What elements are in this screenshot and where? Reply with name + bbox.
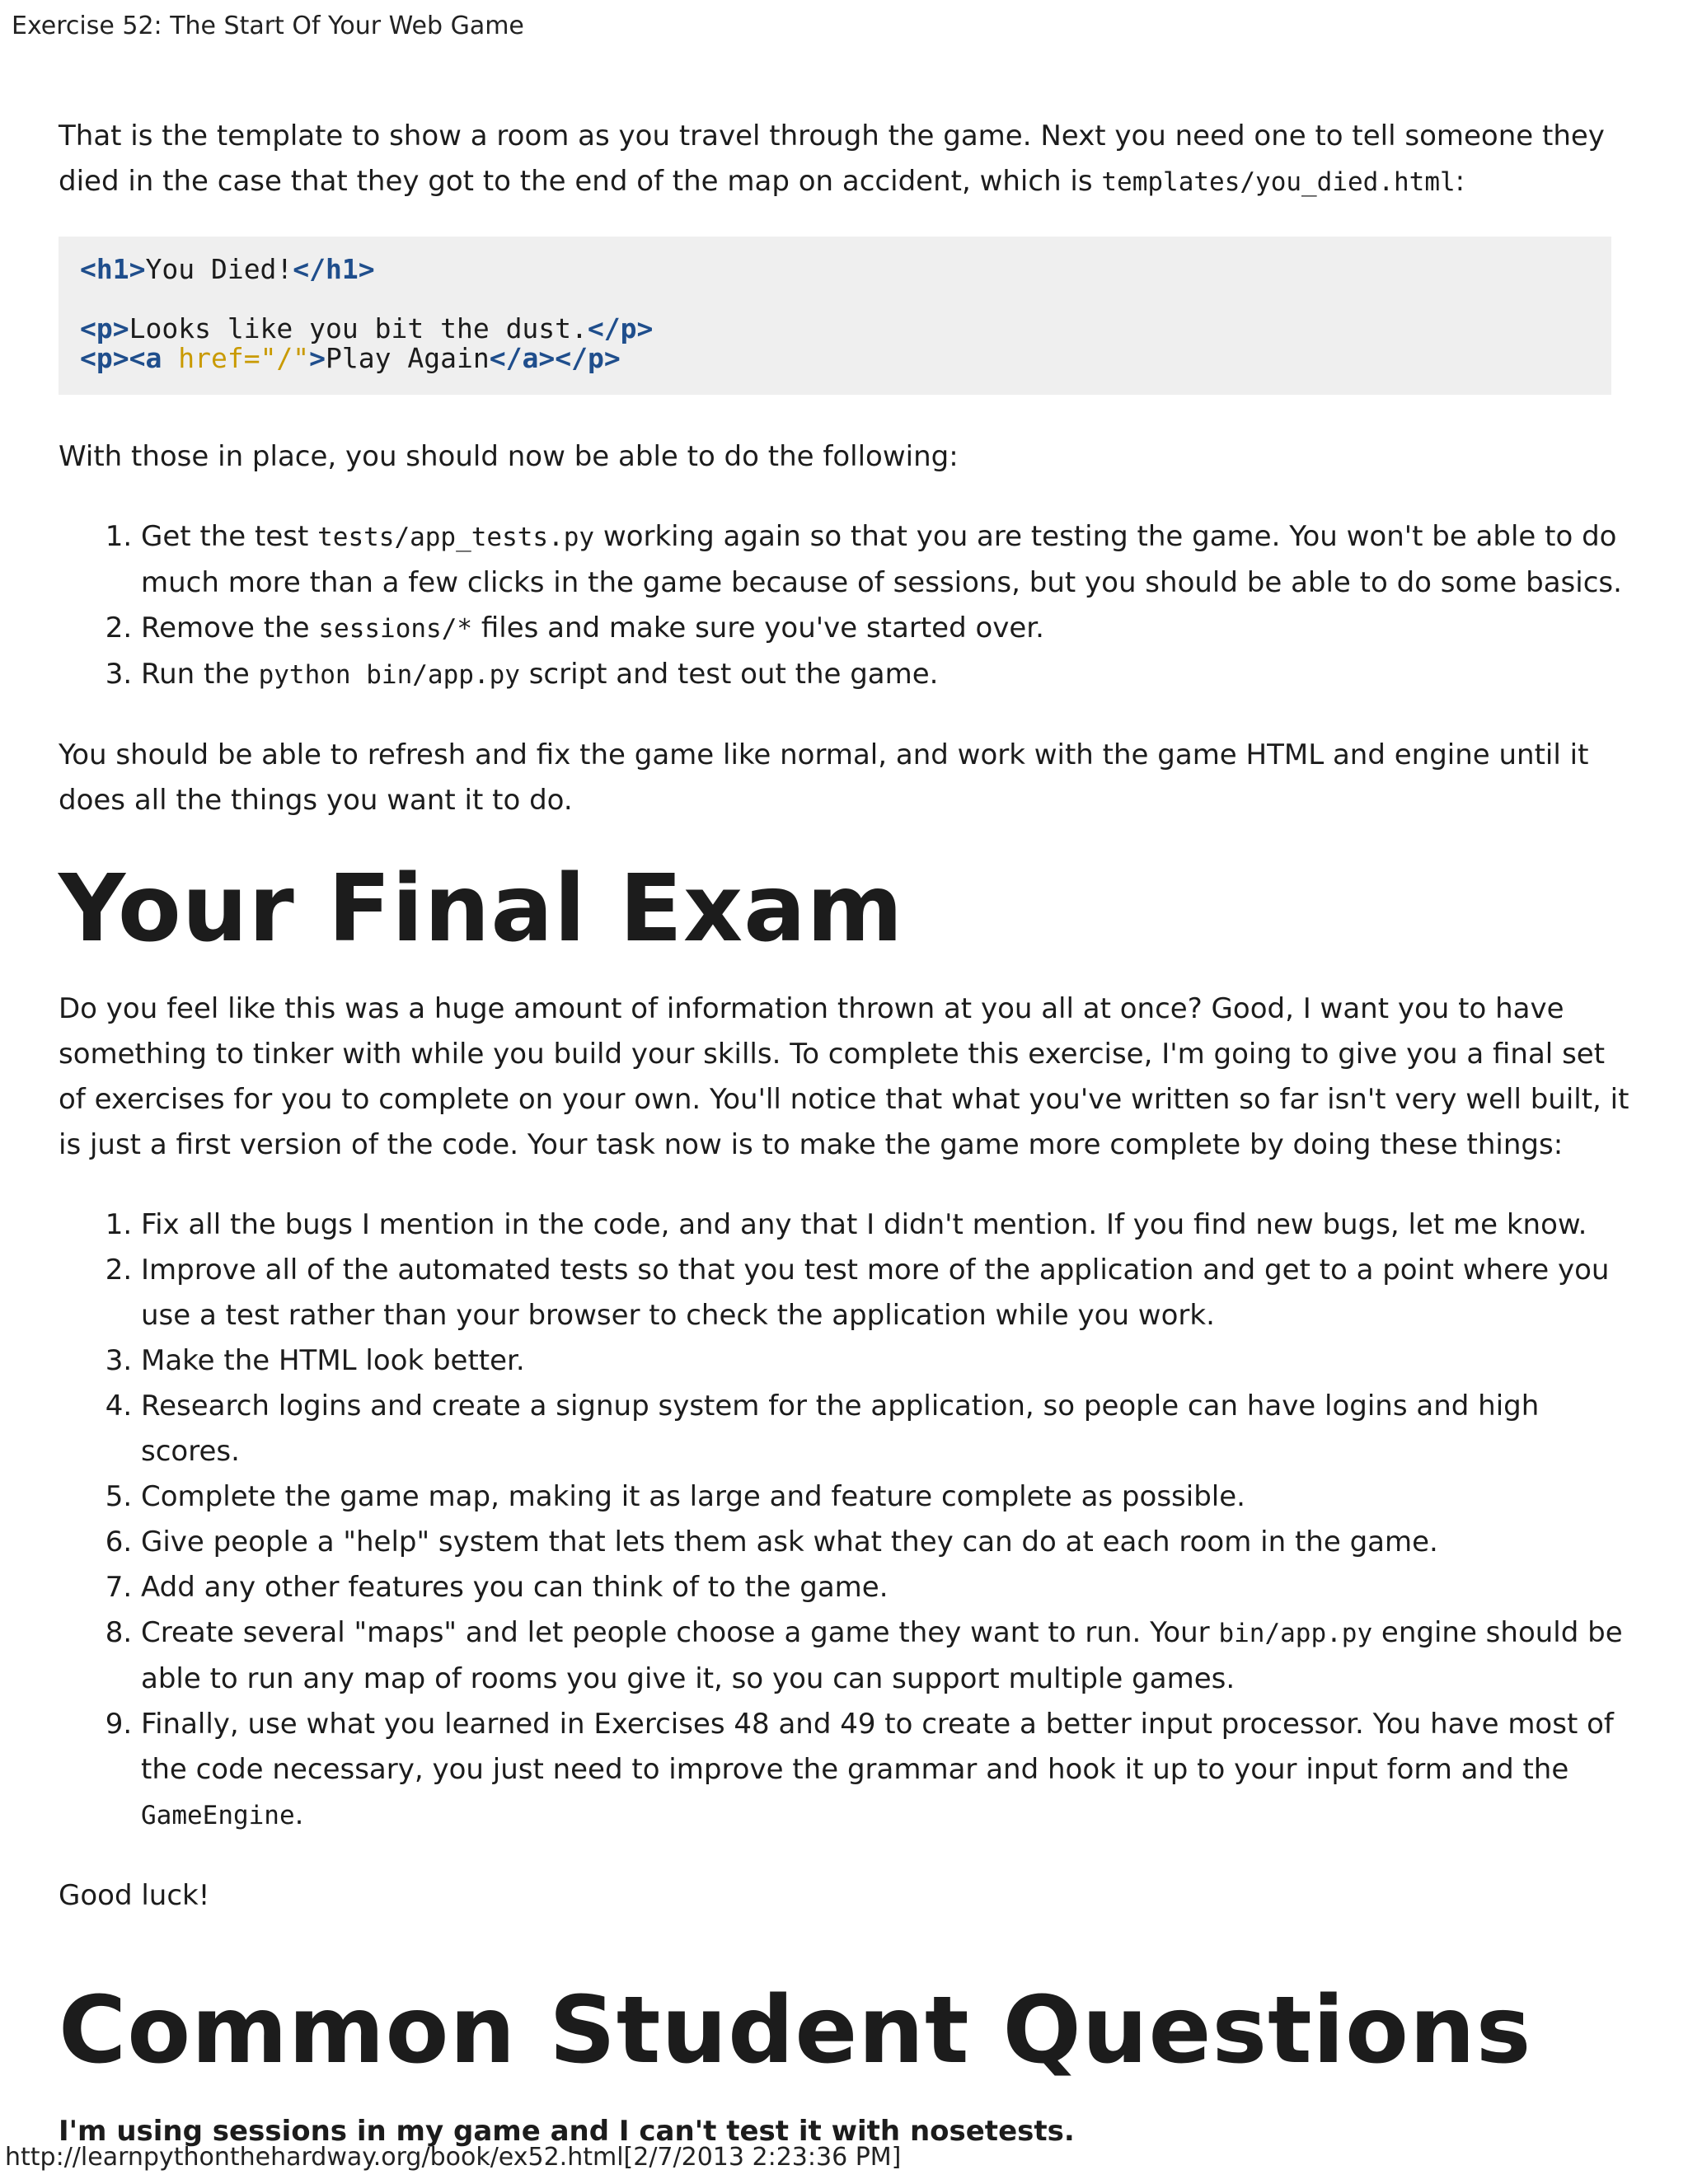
page-header-title: Exercise 52: The Start Of Your Web Game xyxy=(12,12,524,40)
code-block xyxy=(59,237,1611,395)
list-item: 3. Run the python bin/app.py script and test out the game. xyxy=(141,652,1633,698)
after-code-paragraph: With those in place, you should now be able to do the following: xyxy=(59,440,959,473)
code-line-3: <p><a href="/">Play Again</a></p> xyxy=(80,342,621,374)
closing-paragraph: Good luck! xyxy=(59,1879,210,1912)
list-item: 6. Give people a "help" system that lets them ask what they can do at each room in the game. xyxy=(141,1520,1633,1565)
final-exam-intro: Do you feel like this was a huge amount of information thrown at you all at once? Good, I want you to have something to tinker with while you build your skills. To complete this exercise, I'm going to give you a final set of exercises for you to complete on your own. You'll notice that what you've written so far isn't very well built, it is just a first version of the code. Your task now is to make the game more complete by doing these things: xyxy=(59,992,1629,1161)
list-item: 5. Complete the game map, making it as large and feature complete as possible. xyxy=(141,1474,1633,1520)
list-item: 1. Get the test tests/app_tests.py working again so that you are testing the game. You won't be able to do much more than a few clicks in the game because of sessions, but you should be able to do some basics. xyxy=(141,514,1633,606)
list-item: 8. Create several "maps" and let people choose a game they want to run. Your bin/app.py engine should be able to run any map of rooms you give it, so you can support multiple games. xyxy=(141,1610,1633,1702)
intro-text: That is the template to show a room as you travel through the game. Next you need one to tell someone they died in the case that they got to the end of the map on accident, which is xyxy=(59,120,1605,198)
list-item: 7. Add any other features you can think of to the game. xyxy=(141,1565,1633,1610)
page-footer-url: http://learnpythonthehardway.org/book/ex52.html[2/7/2013 2:23:36 PM] xyxy=(5,2143,902,2172)
list-item: 1. Fix all the bugs I mention in the code, and any that I didn't mention. If you find new bugs, let me know. xyxy=(141,1202,1633,1248)
question-1: I'm using sessions in my game and I can't test it with nosetests. xyxy=(59,2115,1075,2148)
questions-heading: Common Student Questions xyxy=(59,1977,1532,2084)
refresh-paragraph: You should be able to refresh and fix the game like normal, and work with the game HTML and engine until it does all the things you want it to do. xyxy=(59,738,1589,817)
list-item: 3. Make the HTML look better. xyxy=(141,1338,1633,1384)
intro-paragraph xyxy=(59,114,1633,205)
list-item: 2. Improve all of the automated tests so that you test more of the application and get to a point where you use a test rather than your browser to check the application while you work. xyxy=(141,1248,1633,1338)
code-line-2: <p>Looks like you bit the dust.</p> xyxy=(80,312,654,344)
code-line-1: <h1>You Died!</h1> xyxy=(80,253,375,285)
exam-list xyxy=(59,1202,1633,1839)
list-item: 9. Finally, use what you learned in Exercises 48 and 49 to create a better input processor. You have most of the code necessary, you just need to improve the grammar and hook it up to your input form and the GameEngine. xyxy=(141,1702,1633,1839)
intro-code: templates/you_died.html xyxy=(1101,167,1456,197)
main-content xyxy=(59,114,1633,2148)
intro-after: : xyxy=(1455,165,1465,198)
steps-list xyxy=(59,514,1633,698)
final-exam-heading: Your Final Exam xyxy=(59,855,904,963)
list-item: 2. Remove the sessions/* files and make sure you've started over. xyxy=(141,606,1633,652)
list-item: 4. Research logins and create a signup system for the application, so people can have logins and high scores. xyxy=(141,1384,1633,1474)
